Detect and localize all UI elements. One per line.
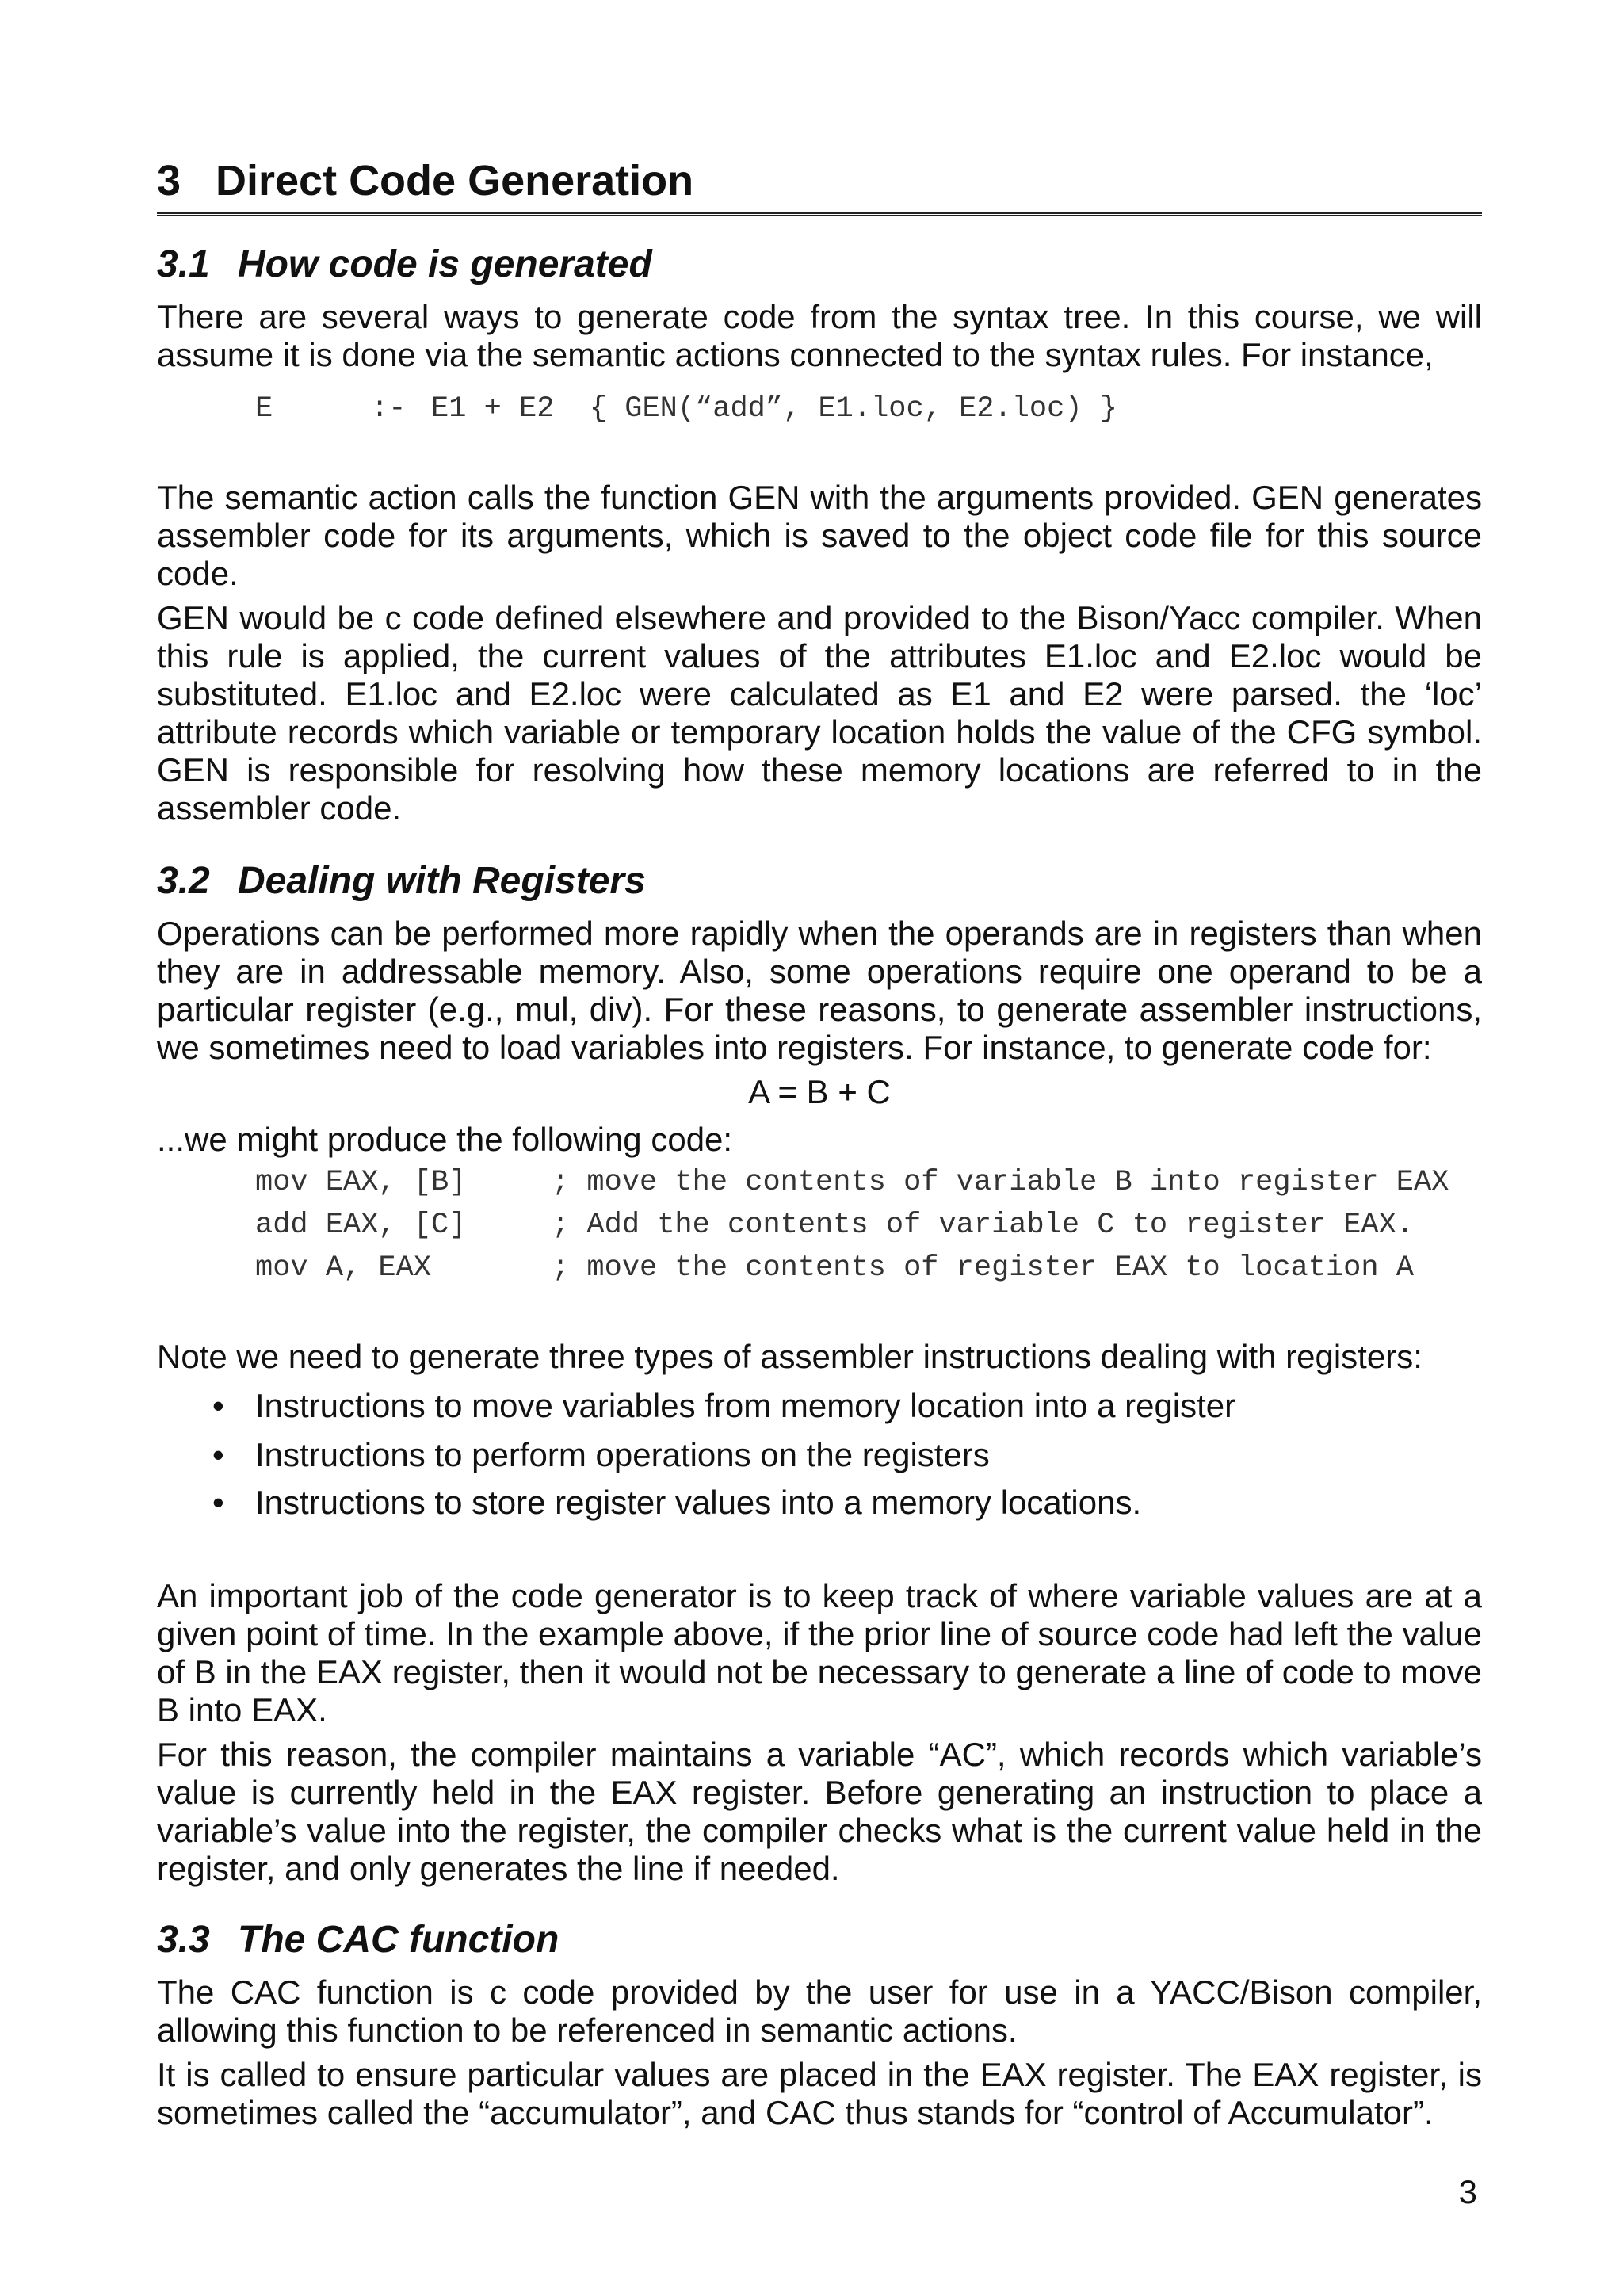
rule-lhs: E — [255, 392, 273, 426]
paragraph: It is called to ensure particular values are placed in the EAX register. The EAX register, is sometimes called the “accumulator”, and CAC thus stands for “control of Accumulator”. — [157, 2056, 1482, 2131]
code-line — [157, 1251, 1482, 1286]
bullet-text: Instructions to move variables from memory location into a register — [255, 1387, 1236, 1424]
subsection-heading-3-3 — [157, 1918, 559, 1962]
subsection-number: 3.2 — [157, 860, 210, 902]
subsection-heading-3-1 — [157, 243, 652, 287]
code-comment: ; Add the contents of variable C to register EAX. — [552, 1209, 1414, 1242]
paragraph: Note we need to generate three types of assembler instructions dealing with registers: — [157, 1338, 1423, 1375]
paragraph: ...we might produce the following code: — [157, 1121, 733, 1158]
paragraph: GEN would be c code defined elsewhere and provided to the Bison/Yacc compiler. When this rule is applied, the current values of the attributes E1.loc and E2.loc would be substituted. E1.loc and E2.loc were calculated as E1 and E2 were parsed. the ‘loc’ attribute records which variable or temporary location holds the value of the CFG symbol. GEN is responsible for resolving how these memory locations are referred to in the assembler code. — [157, 599, 1482, 827]
subsection-number: 3.1 — [157, 243, 210, 285]
code-instruction: add EAX, [C] — [255, 1209, 467, 1242]
subsection-title: How code is generated — [238, 243, 652, 285]
subsection-title: The CAC function — [238, 1919, 559, 1961]
bullet-icon: • — [212, 1436, 224, 1473]
paragraph: The semantic action calls the function GEN with the arguments provided. GEN generates assembler code for its arguments, which is saved to the object code file for this source code. — [157, 479, 1482, 592]
subsection-number: 3.3 — [157, 1919, 210, 1961]
grammar-rule — [157, 392, 1482, 426]
page-number: 3 — [1458, 2173, 1477, 2210]
code-line — [157, 1165, 1482, 1200]
section-heading — [157, 155, 1482, 216]
subsection-title: Dealing with Registers — [238, 860, 646, 902]
rule-rhs: E1 + E2 { GEN(“add”, E1.loc, E2.loc) } — [431, 392, 1117, 426]
code-instruction: mov A, EAX — [255, 1251, 432, 1285]
paragraph: An important job of the code generator is to keep track of where variable values are at a given point of time. In the example above, if the prior line of source code had left the value of B in the EAX register, then it would not be necessary to generate a line of code to move B into EAX. — [157, 1577, 1482, 1729]
subsection-heading-3-2 — [157, 859, 646, 904]
code-comment: ; move the contents of register EAX to location A — [552, 1251, 1414, 1285]
code-instruction: mov EAX, [B] — [255, 1166, 467, 1199]
bullet-text: Instructions to store register values into a memory locations. — [255, 1484, 1142, 1521]
paragraph: Operations can be performed more rapidly when the operands are in registers than when they are in addressable memory. Also, some operations require one operand to be a particular register (e.g., mul, div). For these reasons, to generate assembler instructions, we sometimes need to load variables into registers. For instance, to generate code for: — [157, 915, 1482, 1066]
paragraph: The CAC function is c code provided by the user for use in a YACC/Bison compiler, allowing this function to be referenced in semantic actions. — [157, 1973, 1482, 2049]
bullet-icon: • — [212, 1387, 224, 1424]
bullet-text: Instructions to perform operations on the registers — [255, 1436, 990, 1473]
rule-operator: :- — [371, 392, 407, 426]
code-line — [157, 1208, 1482, 1243]
section-number: 3 — [157, 157, 181, 204]
equation: A = B + C — [748, 1073, 891, 1110]
code-comment: ; move the contents of variable B into register EAX — [552, 1166, 1449, 1199]
paragraph: For this reason, the compiler maintains a variable “AC”, which records which variable’s value is currently held in the EAX register. Before generating an instruction to place a variable’s value into the register, the compiler checks what is the current value held in the register, and only generates the line if needed. — [157, 1736, 1482, 1887]
bullet-icon: • — [212, 1484, 224, 1521]
section-title: Direct Code Generation — [216, 157, 694, 204]
paragraph: There are several ways to generate code from the syntax tree. In this course, we will assume it is done via the semantic actions connected to the syntax rules. For instance, — [157, 298, 1482, 373]
